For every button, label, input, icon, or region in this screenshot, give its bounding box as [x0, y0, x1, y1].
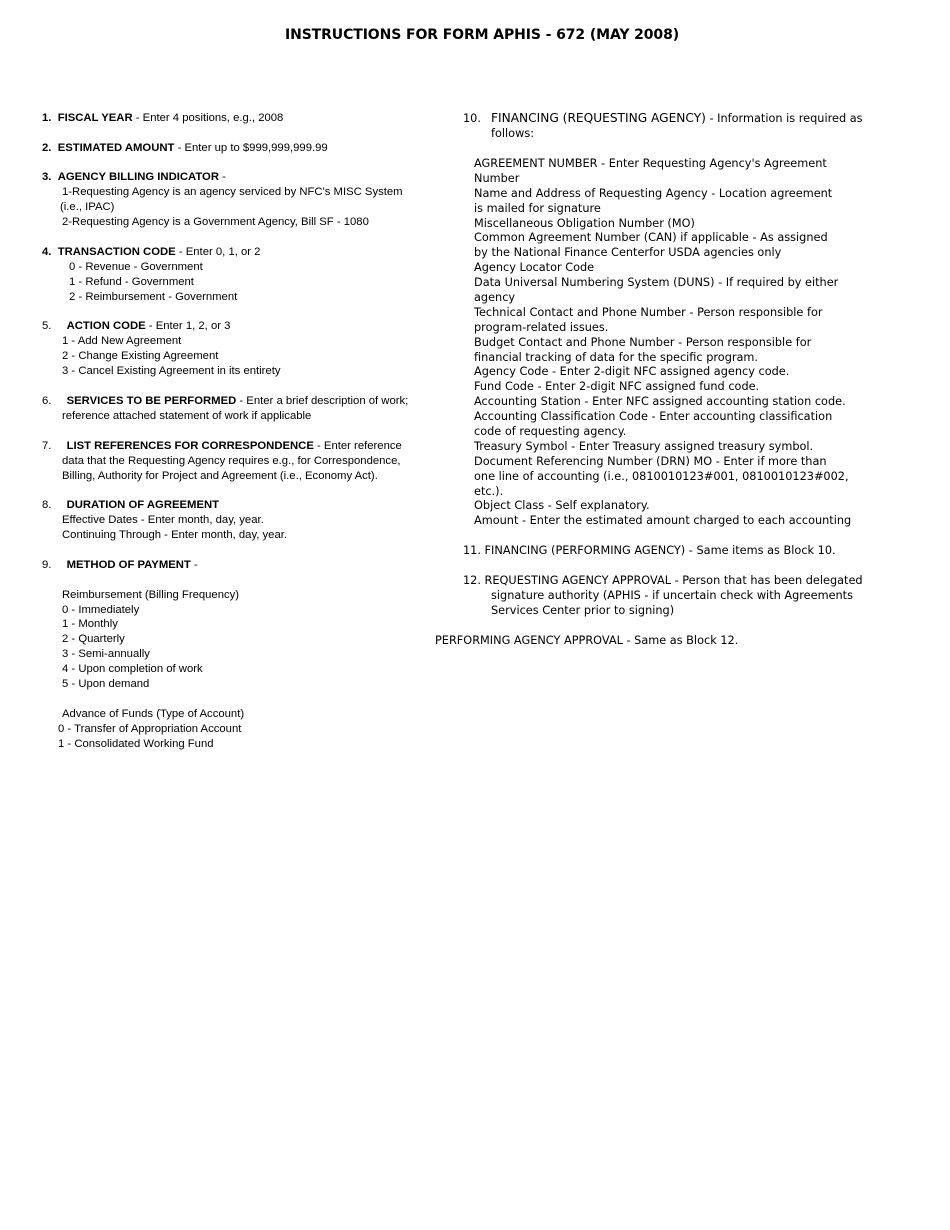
- advance-funds-option: 1 - Consolidated Working Fund: [58, 738, 214, 750]
- reimbursement-title: Reimbursement (Billing Frequency): [62, 589, 240, 601]
- section-number: 9.: [42, 559, 52, 571]
- billing-indicator-line: 2-Requesting Agency is a Government Agency, Bill SF - 1080: [62, 216, 369, 228]
- financing-item-line: Name and Address of Requesting Agency - Location agreement: [474, 187, 833, 200]
- section-text: - Enter 0, 1, or 2: [175, 246, 261, 258]
- advance-funds-option: 0 - Transfer of Appropriation Account: [58, 723, 242, 735]
- financing-item-line: Agency Code - Enter 2-digit NFC assigned agency code.: [474, 365, 790, 378]
- section-estimated-amount: [42, 141, 328, 156]
- references-line: data that the Requesting Agency requires e.g., for Correspondence,: [62, 455, 401, 467]
- financing-item-line: Technical Contact and Phone Number - Person responsible for: [474, 306, 823, 319]
- section-heading: DURATION OF AGREEMENT: [66, 499, 220, 511]
- financing-item-line: Miscellaneous Obligation Number (MO): [474, 217, 695, 230]
- section-text: - Enter up to $999,999,999.99: [174, 142, 328, 154]
- section-text: - Enter 4 positions, e.g., 2008: [132, 112, 284, 124]
- financing-item-line: by the National Finance Centerfor USDA agencies only: [474, 246, 782, 259]
- performing-agency-approval: PERFORMING AGENCY APPROVAL - Same as Block 12.: [435, 634, 739, 647]
- financing-item-line: AGREEMENT NUMBER - Enter Requesting Agency's Agreement: [474, 157, 827, 170]
- section-heading: TRANSACTION CODE: [57, 246, 176, 258]
- requesting-approval-line: Services Center prior to signing): [491, 604, 675, 617]
- section-heading: FINANCING (REQUESTING AGENCY): [490, 111, 706, 125]
- section-number: 4.: [42, 246, 52, 258]
- services-line: reference attached statement of work if applicable: [62, 410, 312, 422]
- section-heading: ESTIMATED AMOUNT: [57, 142, 175, 154]
- section-heading: LIST REFERENCES FOR CORRESPONDENCE: [66, 440, 314, 452]
- section-transaction-code: [42, 245, 260, 260]
- section-method-of-payment: [42, 558, 198, 573]
- section-list-references: [42, 439, 402, 454]
- requesting-approval-line: signature authority (APHIS - if uncertain check with Agreements: [491, 589, 854, 602]
- financing-item-line: Number: [474, 172, 520, 185]
- reimbursement-option: 0 - Immediately: [62, 604, 140, 616]
- section-number: 1.: [42, 112, 52, 124]
- financing-item-line: Fund Code - Enter 2-digit NFC assigned fund code.: [474, 380, 760, 393]
- financing-item-line: Document Referencing Number (DRN) MO - Enter if more than: [474, 455, 827, 468]
- section-heading: AGENCY BILLING INDICATOR: [57, 171, 220, 183]
- reimbursement-option: 2 - Quarterly: [62, 633, 125, 645]
- billing-indicator-line: (i.e., IPAC): [60, 201, 115, 213]
- financing-item-line: Accounting Station - Enter NFC assigned accounting station code.: [474, 395, 846, 408]
- section-action-code: [42, 319, 230, 334]
- financing-item-line: etc.).: [474, 485, 504, 498]
- section-text: - Enter reference: [313, 440, 402, 452]
- transaction-code-line: 2 - Reimbursement - Government: [69, 291, 238, 303]
- financing-item-line: agency: [474, 291, 516, 304]
- duration-line: Effective Dates - Enter month, day, year.: [62, 514, 264, 526]
- financing-item-line: Amount - Enter the estimated amount charged to each accounting: [474, 514, 852, 527]
- section-number: 5.: [42, 320, 52, 332]
- action-code-line: 3 - Cancel Existing Agreement in its entirety: [62, 365, 281, 377]
- section-text: -: [190, 559, 198, 571]
- billing-indicator-line: 1-Requesting Agency is an agency serviced by NFC's MISC System: [62, 186, 403, 198]
- reimbursement-option: 1 - Monthly: [62, 618, 118, 630]
- section-text: - Enter a brief description of work;: [236, 395, 409, 407]
- section-fiscal-year: [42, 111, 283, 126]
- section-requesting-approval: 12. REQUESTING AGENCY APPROVAL - Person that has been delegated: [463, 574, 863, 587]
- financing-item-line: one line of accounting (i.e., 0810010123#001, 0810010123#002,: [474, 470, 849, 483]
- financing-item-line: code of requesting agency.: [474, 425, 627, 438]
- page-title: INSTRUCTIONS FOR FORM APHIS - 672 (MAY 2008): [284, 27, 680, 43]
- financing-item-line: program-related issues.: [474, 321, 609, 334]
- duration-line: Continuing Through - Enter month, day, year.: [62, 529, 288, 541]
- section-text: - Enter 1, 2, or 3: [145, 320, 231, 332]
- financing-item-line: Treasury Symbol - Enter Treasury assigned treasury symbol.: [474, 440, 814, 453]
- reimbursement-option: 3 - Semi-annually: [62, 648, 150, 660]
- section-financing-requesting: [463, 111, 863, 126]
- financing-item-line: Data Universal Numbering System (DUNS) - If required by either: [474, 276, 839, 289]
- section-duration: [42, 498, 219, 513]
- section-number: 3.: [42, 171, 52, 183]
- reimbursement-option: 5 - Upon demand: [62, 678, 150, 690]
- section-services: [42, 394, 408, 409]
- transaction-code-line: 0 - Revenue - Government: [69, 261, 203, 273]
- section-number: 10.: [463, 112, 481, 125]
- financing-item-line: financial tracking of data for the specific program.: [474, 351, 759, 364]
- section-text: - Information is required as: [705, 112, 863, 125]
- section-agency-billing-indicator: [42, 170, 226, 185]
- financing-item-line: Accounting Classification Code - Enter accounting classification: [474, 410, 833, 423]
- section-number: 2.: [42, 142, 52, 154]
- references-line: Billing, Authority for Project and Agreement (i.e., Economy Act).: [62, 470, 378, 482]
- action-code-line: 2 - Change Existing Agreement: [62, 350, 219, 362]
- section-number: 6.: [42, 395, 52, 407]
- financing-item-line: Budget Contact and Phone Number - Person responsible for: [474, 336, 812, 349]
- section-text: -: [219, 171, 226, 183]
- section-number: 8.: [42, 499, 52, 511]
- financing-item-line: Object Class - Self explanatory.: [474, 499, 650, 512]
- financing-item-line: Common Agreement Number (CAN) if applicable - As assigned: [474, 231, 828, 244]
- advance-funds-title: Advance of Funds (Type of Account): [62, 708, 245, 720]
- action-code-line: 1 - Add New Agreement: [62, 335, 182, 347]
- section-financing-performing: 11. FINANCING (PERFORMING AGENCY) - Same items as Block 10.: [463, 544, 836, 557]
- section-heading: ACTION CODE: [66, 320, 146, 332]
- reimbursement-option: 4 - Upon completion of work: [62, 663, 203, 675]
- financing-item-line: Agency Locator Code: [474, 261, 595, 274]
- financing-item-line: is mailed for signature: [474, 202, 601, 215]
- section-number: 7.: [42, 440, 52, 452]
- section-heading: SERVICES TO BE PERFORMED: [66, 395, 237, 407]
- section-heading: METHOD OF PAYMENT: [66, 559, 191, 571]
- section-heading: FISCAL YEAR: [57, 112, 133, 124]
- transaction-code-line: 1 - Refund - Government: [69, 276, 194, 288]
- section-text-continued: follows:: [491, 127, 535, 140]
